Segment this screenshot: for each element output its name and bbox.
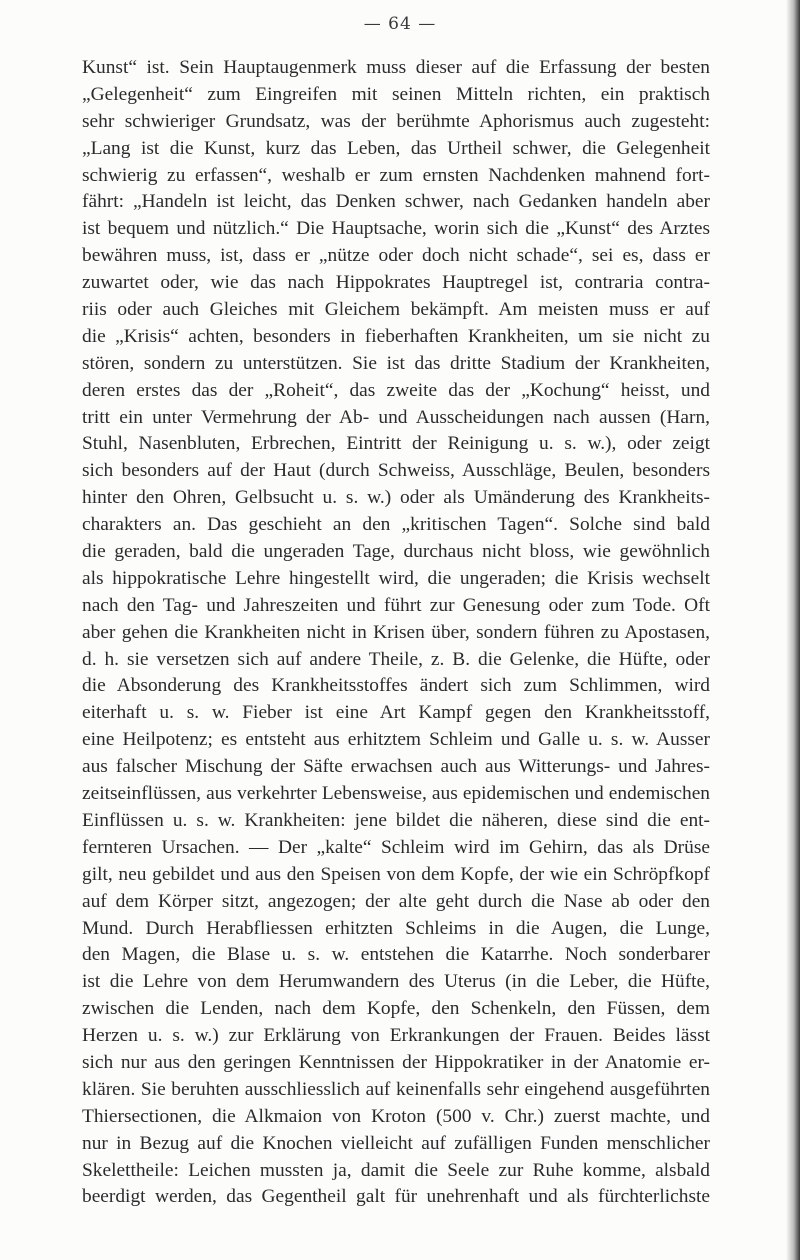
text-line: „Gelegenheit“ zum Eingreifen mit seinen Mitteln richten, ein praktisch <box>82 83 710 105</box>
text-line: deren erstes das der „Roheit“, das zweite das der „Kochung“ heisst, und <box>82 379 710 401</box>
text-line: tritt ein unter Vermehrung der Ab- und Ausscheidungen nach aussen (Harn, <box>82 406 710 428</box>
text-line: Einflüssen u. s. w. Krankheiten: jene bildet die näheren, diese sind die ent- <box>82 809 710 831</box>
text-line: stören, sondern zu unterstützen. Sie ist das dritte Stadium der Krankheiten, <box>82 352 710 374</box>
text-line: riis oder auch Gleiches mit Gleichem bekämpft. Am meisten muss er auf <box>82 299 710 321</box>
text-line: Thiersectionen, die Alkmaion von Kroton (500 v. Chr.) zuerst machte, und <box>82 1105 710 1127</box>
text-line: Herzen u. s. w.) zur Erklärung von Erkrankungen der Frauen. Beides lässt <box>82 1025 710 1047</box>
text-line: bewähren muss, ist, dass er „nütze oder doch nicht schade“, sei es, dass er <box>82 245 710 267</box>
text-line: d. h. sie versetzen sich auf andere Theile, z. B. die Gelenke, die Hüfte, oder <box>82 648 710 670</box>
text-line: sehr schwieriger Grundsatz, was der berühmte Aphorismus auch zugesteht: <box>82 110 710 132</box>
text-line: zuwartet oder, wie das nach Hippokrates Hauptregel ist, contraria contra- <box>82 272 710 294</box>
text-line: zeitseinflüssen, aus verkehrter Lebensweise, aus epidemischen und endemischen <box>82 783 710 805</box>
text-line: beerdigt werden, das Gegentheil galt für unehrenhaft und als fürchterlichste <box>82 1186 710 1208</box>
text-line: Mund. Durch Herabfliessen erhitzten Schleims in die Augen, die Lunge, <box>82 917 710 939</box>
text-line: die geraden, bald die ungeraden Tage, durchaus nicht bloss, wie gewöhnlich <box>82 541 710 563</box>
text-line: gilt, neu gebildet und aus den Speisen von dem Kopfe, der wie ein Schröpfkopf <box>82 863 710 885</box>
text-line: hinter den Ohren, Gelbsucht u. s. w.) oder als Umänderung des Krankheits- <box>82 487 710 509</box>
text-line: die Absonderung des Krankheitsstoffes ändert sich zum Schlimmen, wird <box>82 675 710 697</box>
text-line: charakters an. Das geschieht an den „kritischen Tagen“. Solche sind bald <box>82 514 710 536</box>
page-edge-shadow <box>786 0 800 1260</box>
text-line: eiterhaft u. s. w. Fieber ist eine Art Kampf gegen den Krankheitsstoff, <box>82 702 710 724</box>
text-line: ist bequem und nützlich.“ Die Hauptsache, worin sich die „Kunst“ des Arztes <box>82 218 710 240</box>
text-line: die „Krisis“ achten, besonders in fieberhaften Krankheiten, um sie nicht zu <box>82 325 710 347</box>
text-line: nach den Tag- und Jahreszeiten und führt zur Genesung oder zum Tode. Oft <box>82 594 710 616</box>
text-line: nur in Bezug auf die Knochen vielleicht auf zufälligen Funden menschlicher <box>82 1132 710 1154</box>
text-line: fernteren Ursachen. — Der „kalte“ Schleim wird im Gehirn, das als Drüse <box>82 836 710 858</box>
text-line: fährt: „Handeln ist leicht, das Denken schwer, nach Gedanken handeln aber <box>82 191 710 213</box>
body-text <box>82 55 710 1211</box>
text-line: Skelettheile: Leichen mussten ja, damit die Seele zur Ruhe komme, alsbald <box>82 1159 710 1181</box>
text-line: schwierig zu erfassen“, weshalb er zum ernsten Nachdenken mahnend fort- <box>82 164 710 186</box>
text-line: ist die Lehre von dem Herumwandern des Uterus (in die Leber, die Hüfte, <box>82 971 710 993</box>
text-line: zwischen die Lenden, nach dem Kopfe, den Schenkeln, den Füssen, dem <box>82 998 710 1020</box>
text-line: sich nur aus den geringen Kenntnissen der Hippokratiker in der Anatomie er- <box>82 1051 710 1073</box>
text-line: sich besonders auf der Haut (durch Schweiss, Ausschläge, Beulen, besonders <box>82 460 710 482</box>
page-number: — 64 — <box>363 14 437 34</box>
text-line: aber gehen die Krankheiten nicht in Krisen über, sondern führen zu Apostasen, <box>82 621 710 643</box>
text-line: klären. Sie beruhten ausschliesslich auf keinenfalls sehr eingehend ausgeführten <box>82 1078 710 1100</box>
text-line: Kunst“ ist. Sein Hauptaugenmerk muss dieser auf die Erfassung der besten <box>82 57 710 78</box>
text-line: „Lang ist die Kunst, kurz das Leben, das Urtheil schwer, die Gelegenheit <box>82 137 710 159</box>
text-line: Stuhl, Nasenbluten, Erbrechen, Eintritt der Reinigung u. s. w.), oder zeigt <box>82 433 710 455</box>
text-line: den Magen, die Blase u. s. w. entstehen die Katarrhe. Noch sonderbarer <box>82 944 710 966</box>
text-line: eine Heilpotenz; es entsteht aus erhitztem Schleim und Galle u. s. w. Ausser <box>82 729 710 751</box>
text-line: auf dem Körper sitzt, angezogen; der alte geht durch die Nase ab oder den <box>82 890 710 912</box>
text-line: aus falscher Mischung der Säfte erwachsen auch aus Witterungs- und Jahres- <box>82 756 710 778</box>
text-line: als hippokratische Lehre hingestellt wird, die ungeraden; die Krisis wechselt <box>82 567 710 589</box>
